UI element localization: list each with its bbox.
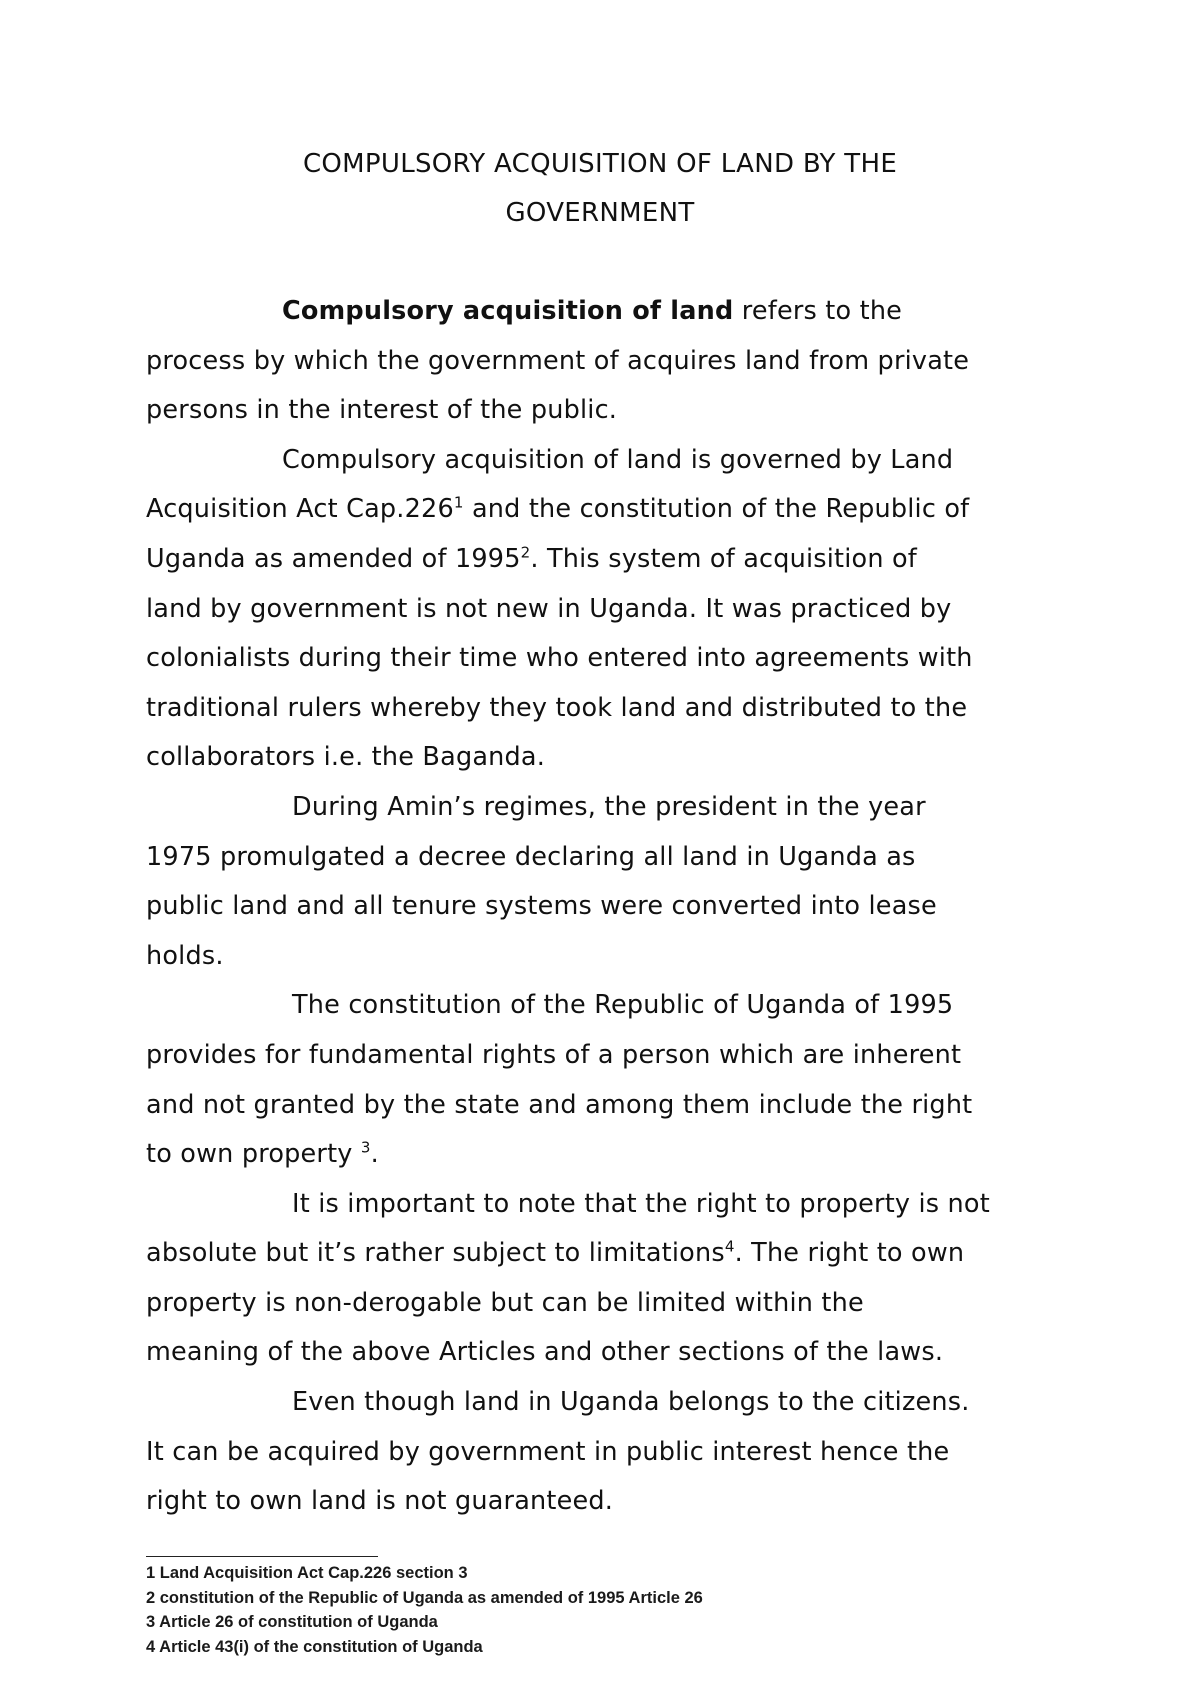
footnotes — [146, 1561, 703, 1659]
footnote-1: 1 Land Acquisition Act Cap.226 section 3 — [146, 1564, 468, 1582]
footnote-divider — [146, 1556, 378, 1557]
document-body — [146, 287, 1066, 1527]
footnote-4: 4 Article 43(i) of the constitution of Uganda — [146, 1637, 483, 1656]
footnote-3: 3 Article 26 of constitution of Uganda — [146, 1613, 438, 1632]
paragraph-definition: Compulsory acquisition of land refers to the process by which the government of acquires land from private persons in the interest of the public. — [146, 296, 970, 426]
footnote-ref-4[interactable]: 4 — [724, 1237, 735, 1256]
paragraph-conclusion: Even though land in Uganda belongs to the citizens. It can be acquired by government in public interest hence the right to own land is not guaranteed. — [146, 1387, 970, 1517]
footnote-2: 2 constitution of the Republic of Uganda as amended of 1995 Article 26 — [146, 1588, 703, 1607]
page-title — [145, 140, 1055, 238]
footnote-ref-2[interactable]: 2 — [520, 543, 531, 562]
title-line-2: GOVERNMENT — [505, 198, 695, 228]
defined-term: Compulsory acquisition of land — [282, 296, 734, 326]
title-line-1: COMPULSORY ACQUISITION OF LAND BY THE — [302, 149, 898, 179]
paragraph-amin-decree: During Amin’s regimes, the president in the year 1975 promulgated a decree declaring all land in Uganda as public land and all tenure systems were converted into lease holds. — [146, 791, 937, 971]
footnote-ref-3[interactable]: 3 — [360, 1138, 371, 1157]
paragraph-constitution: The constitution of the Republic of Uganda of 1995 provides for fundamental rights of a person which are inherent and not granted by the state and among them include the right to own property $^3$. — [146, 990, 973, 1170]
paragraph-limitations: It is important to note that the right to property is not absolute but it’s rather subject to limitations$^4$. The right to own property is non-derogable but can be limited within the meaning of the above Articles and other sections of the laws. — [146, 1188, 990, 1368]
footnote-ref-1[interactable]: 1 — [453, 493, 464, 512]
paragraph-governing-law: Compulsory acquisition of land is governed by Land Acquisition Act Cap.226$^1$ and the constitution of the Republic of Uganda as amended of 1995$^2$. This system of acquisition of land by government is not new in Uganda. It was practiced by colonialists during their time who entered into agreements with traditional rulers whereby they took land and distributed to the collaborators i.e. the Baganda. — [146, 444, 973, 773]
